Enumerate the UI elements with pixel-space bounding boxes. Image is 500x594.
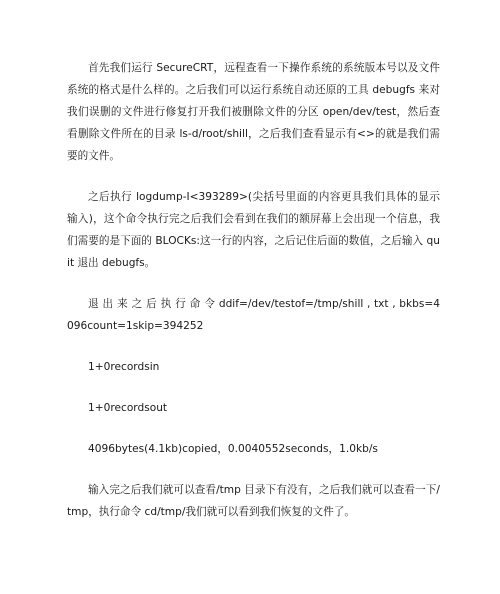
- paragraph-conclusion: 输入完之后我们就可以查看/tmp 目录下有没有，之后我们就可以查看一下/tmp，执行命令 cd/tmp/我们就可以看到我们恢复的文件了。: [67, 484, 440, 518]
- paragraph-intro: 首先我们运行 SecureCRT，远程查看一下操作系统的系统版本号以及文件系统的格式是什么样的。之后我们可以运行系统自动还原的工具 debugfs 来对我们误删的文件进行修复打开我们被删除文件的分区 open/dev/test，然后查看删除文件所在的目录 ls-d/root/shill，之后我们查看显示有<>的就是我们需要的文件。: [67, 62, 440, 162]
- paragraph-gap: [67, 419, 440, 438]
- output-records-out: 1+0recordsout: [88, 402, 168, 414]
- paragraph-gap: [67, 460, 440, 479]
- paragraph-gap: [67, 274, 440, 293]
- paragraph-gap: [67, 337, 440, 356]
- paragraph-dd-command: 退 出 来 之 后 执 行 命 令 ddif=/dev/testof=/tmp/shill , txt , bkbs=4096count=1skip=394252: [67, 298, 440, 332]
- document-body: [67, 57, 440, 523]
- paragraph-logdump: 之后执行 logdump-I<393289>(尖括号里面的内容更具我们具体的显示输入)，这个命令执行完之后我们会看到在我们的额屏幕上会出现一个信息，我们需要的是下面的 BLOCKs:这一行的内容，之后记住后面的数值，之后输入 quit 退出 debugfs。: [67, 191, 440, 269]
- output-records-in: 1+0recordsin: [88, 361, 160, 373]
- paragraph-gap: [67, 378, 440, 397]
- output-bytes-copied: 4096bytes(4.1kb)copied，0.0040552seconds，1.0kb/s: [88, 443, 378, 455]
- paragraph-gap: [67, 167, 440, 186]
